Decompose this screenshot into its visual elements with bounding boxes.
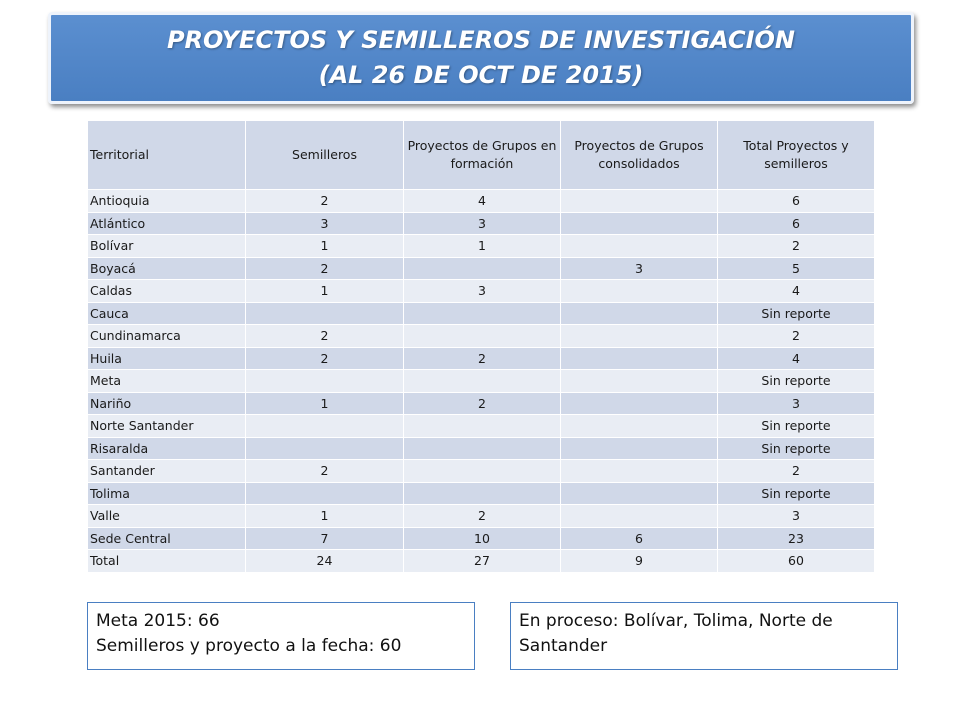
- territorial-cell: Bolívar: [88, 235, 246, 258]
- value-cell: [561, 505, 718, 528]
- table-header-row: [88, 121, 875, 190]
- title-line-2: (AL 26 DE OCT DE 2015): [318, 61, 644, 89]
- territorial-cell: Valle: [88, 505, 246, 528]
- value-cell: 10: [404, 527, 561, 550]
- value-cell: [404, 302, 561, 325]
- value-cell: 3: [404, 212, 561, 235]
- value-cell: [561, 347, 718, 370]
- value-cell: Sin reporte: [718, 482, 875, 505]
- territorial-cell: Antioquia: [88, 190, 246, 213]
- territorial-cell: Nariño: [88, 392, 246, 415]
- territorial-cell: Caldas: [88, 280, 246, 303]
- territorial-cell: Norte Santander: [88, 415, 246, 438]
- value-cell: [246, 302, 404, 325]
- value-cell: [561, 212, 718, 235]
- table-row: [88, 347, 875, 370]
- table-row: [88, 325, 875, 348]
- table-row: [88, 212, 875, 235]
- table-row: [88, 527, 875, 550]
- value-cell: [404, 415, 561, 438]
- header-total: Total Proyectos y semilleros: [718, 121, 875, 190]
- value-cell: [404, 325, 561, 348]
- value-cell: 24: [246, 550, 404, 573]
- value-cell: [561, 235, 718, 258]
- value-cell: 3: [404, 280, 561, 303]
- territorial-cell: Boyacá: [88, 257, 246, 280]
- table-row: [88, 415, 875, 438]
- territorial-cell: Tolima: [88, 482, 246, 505]
- goal-text: Meta 2015: 66: [96, 611, 220, 631]
- value-cell: 2: [404, 347, 561, 370]
- value-cell: Sin reporte: [718, 302, 875, 325]
- value-cell: [561, 302, 718, 325]
- table-row: [88, 460, 875, 483]
- value-cell: [404, 370, 561, 393]
- value-cell: 3: [561, 257, 718, 280]
- table-row: [88, 370, 875, 393]
- value-cell: [561, 190, 718, 213]
- table-row: [88, 437, 875, 460]
- research-projects-table: [87, 120, 875, 573]
- value-cell: [246, 415, 404, 438]
- value-cell: [561, 370, 718, 393]
- value-cell: [404, 482, 561, 505]
- table-row: [88, 280, 875, 303]
- table-row: [88, 482, 875, 505]
- territorial-cell: Sede Central: [88, 527, 246, 550]
- progress-text: Semilleros y proyecto a la fecha: 60: [96, 636, 402, 656]
- value-cell: 60: [718, 550, 875, 573]
- header-proyectos-consolidados: Proyectos de Grupos consolidados: [561, 121, 718, 190]
- value-cell: [404, 257, 561, 280]
- value-cell: 4: [404, 190, 561, 213]
- header-semilleros: Semilleros: [246, 121, 404, 190]
- value-cell: 2: [246, 325, 404, 348]
- value-cell: 4: [718, 347, 875, 370]
- value-cell: 2: [404, 392, 561, 415]
- value-cell: [246, 370, 404, 393]
- value-cell: 4: [718, 280, 875, 303]
- value-cell: 2: [718, 460, 875, 483]
- in-process-note: [510, 602, 898, 670]
- value-cell: 2: [718, 325, 875, 348]
- table-body: [88, 190, 875, 573]
- header-territorial: Territorial: [88, 121, 246, 190]
- value-cell: 23: [718, 527, 875, 550]
- value-cell: [561, 280, 718, 303]
- value-cell: 1: [246, 235, 404, 258]
- value-cell: 2: [246, 347, 404, 370]
- value-cell: 3: [718, 392, 875, 415]
- value-cell: 2: [246, 257, 404, 280]
- slide-title: [48, 12, 914, 104]
- table-row: [88, 190, 875, 213]
- title-line-1: PROYECTOS Y SEMILLEROS DE INVESTIGACIÓN: [166, 26, 796, 54]
- value-cell: 27: [404, 550, 561, 573]
- value-cell: [404, 460, 561, 483]
- table-row: [88, 550, 875, 573]
- value-cell: 6: [718, 190, 875, 213]
- value-cell: [246, 482, 404, 505]
- value-cell: [246, 437, 404, 460]
- value-cell: [561, 415, 718, 438]
- value-cell: 9: [561, 550, 718, 573]
- value-cell: 2: [246, 190, 404, 213]
- table-row: [88, 302, 875, 325]
- table-row: [88, 505, 875, 528]
- value-cell: [561, 460, 718, 483]
- value-cell: 1: [246, 280, 404, 303]
- value-cell: Sin reporte: [718, 415, 875, 438]
- value-cell: 1: [246, 392, 404, 415]
- value-cell: 2: [246, 460, 404, 483]
- table-row: [88, 257, 875, 280]
- header-proyectos-formacion: Proyectos de Grupos en formación: [404, 121, 561, 190]
- value-cell: 1: [404, 235, 561, 258]
- territorial-cell: Total: [88, 550, 246, 573]
- value-cell: Sin reporte: [718, 437, 875, 460]
- territorial-cell: Cauca: [88, 302, 246, 325]
- value-cell: 6: [561, 527, 718, 550]
- table-row: [88, 235, 875, 258]
- value-cell: [561, 392, 718, 415]
- territorial-cell: Santander: [88, 460, 246, 483]
- table-row: [88, 392, 875, 415]
- territorial-cell: Huila: [88, 347, 246, 370]
- territorial-cell: Atlántico: [88, 212, 246, 235]
- value-cell: 6: [718, 212, 875, 235]
- territorial-cell: Cundinamarca: [88, 325, 246, 348]
- value-cell: 5: [718, 257, 875, 280]
- value-cell: 2: [404, 505, 561, 528]
- in-process-text: En proceso: Bolívar, Tolima, Norte de Santander: [519, 611, 833, 656]
- value-cell: 3: [718, 505, 875, 528]
- territorial-cell: Risaralda: [88, 437, 246, 460]
- value-cell: [561, 325, 718, 348]
- goal-note: [87, 602, 475, 670]
- value-cell: 3: [246, 212, 404, 235]
- value-cell: [561, 437, 718, 460]
- value-cell: 1: [246, 505, 404, 528]
- value-cell: 7: [246, 527, 404, 550]
- value-cell: [404, 437, 561, 460]
- value-cell: [561, 482, 718, 505]
- territorial-cell: Meta: [88, 370, 246, 393]
- value-cell: 2: [718, 235, 875, 258]
- value-cell: Sin reporte: [718, 370, 875, 393]
